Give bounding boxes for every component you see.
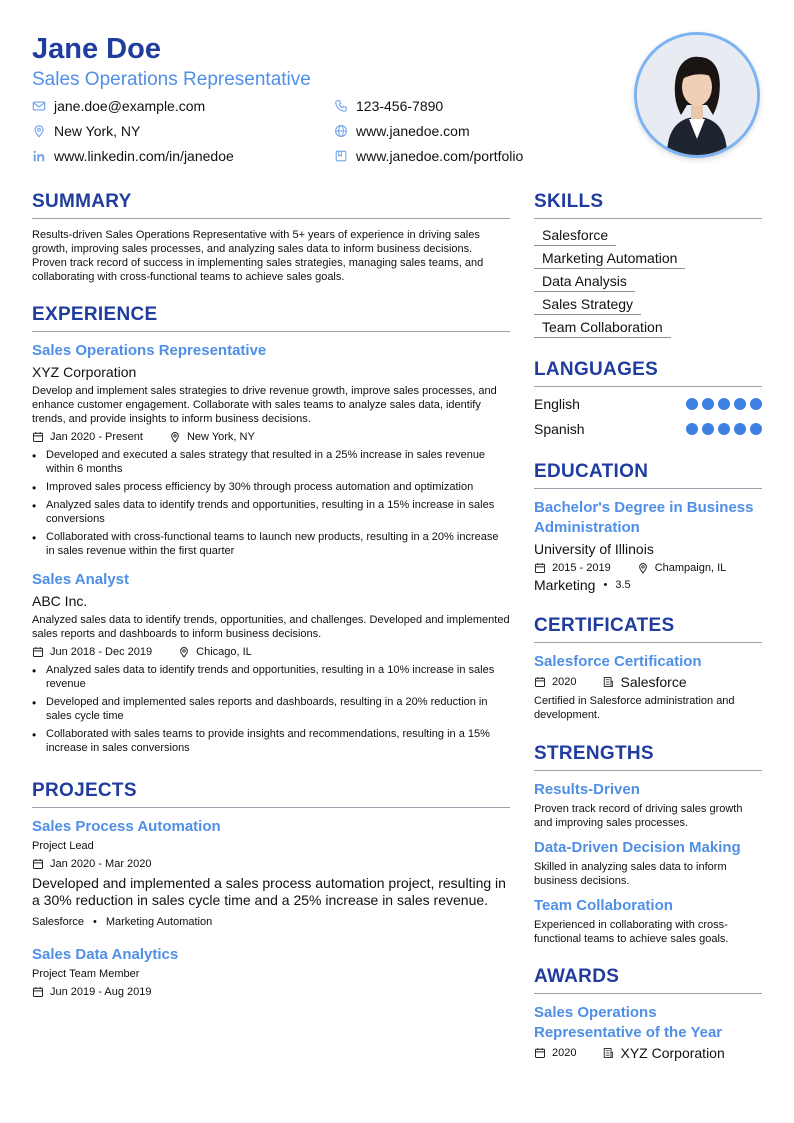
- proficiency-dot: [734, 398, 746, 410]
- achievement-item: • Improved sales process efficiency by 30% through process automation and optimization: [32, 480, 510, 494]
- achievement-item: • Collaborated with sales teams to provide insights and recommendations, resulting in a 15% increase in sales conversions: [32, 727, 510, 755]
- skill-tag: Marketing Automation: [534, 250, 685, 269]
- proficiency-dot: [750, 398, 762, 410]
- project-title: Sales Data Analytics: [32, 946, 179, 963]
- linkedin-icon: [32, 149, 46, 163]
- job-location: Chicago, IL: [196, 646, 252, 658]
- project-entry: [32, 945, 510, 999]
- strength-entry: [534, 780, 762, 830]
- contact-location-text: New York, NY: [54, 123, 141, 139]
- achievement-item: • Analyzed sales data to identify trends and opportunities, resulting in a 15% increase in sales conversions: [32, 498, 510, 526]
- skills-heading: SKILLS: [534, 190, 762, 219]
- strength-title: Results-Driven: [534, 781, 640, 798]
- awards-section: [534, 965, 762, 1060]
- education-heading: EDUCATION: [534, 460, 762, 489]
- location-icon: [169, 431, 181, 443]
- proficiency-dot: [702, 423, 714, 435]
- project-role: Project Team Member: [32, 968, 140, 980]
- project-entry: [32, 817, 510, 929]
- education-location: Champaign, IL: [654, 562, 727, 574]
- project-dates: Jun 2019 - Aug 2019: [50, 986, 152, 998]
- job-meta: [32, 430, 510, 444]
- job-achievements: [32, 448, 510, 558]
- award-issuer: XYZ Corporation: [620, 1045, 725, 1061]
- strength-title: Data-Driven Decision Making: [534, 839, 741, 856]
- achievement-item: • Developed and implemented sales reports and dashboards, resulting in a 20% reduction in sales cycle time: [32, 695, 510, 723]
- award-title: Sales Operations Representative of the Year: [534, 1004, 723, 1041]
- project-tag: Marketing Automation: [105, 916, 213, 928]
- job-achievements: [32, 663, 510, 755]
- calendar-icon: [32, 986, 44, 998]
- proficiency-dot: [718, 423, 730, 435]
- left-column: [32, 190, 510, 999]
- strength-description: Proven track record of driving sales growth and improving sales processes.: [534, 803, 743, 829]
- language-name: English: [534, 396, 580, 412]
- strength-entry: [534, 838, 762, 888]
- achievement-item: • Developed and executed a sales strategy that resulted in a 25% increase in sales revenue within 6 months: [32, 448, 510, 476]
- strengths-section: [534, 742, 762, 946]
- contact-email[interactable]: [32, 98, 205, 114]
- certificate-issuer: Salesforce: [620, 674, 687, 690]
- location-icon: [178, 646, 190, 658]
- globe-icon: [334, 124, 348, 138]
- calendar-icon: [534, 1047, 546, 1059]
- job-description: Analyzed sales data to identify trends, opportunities, and challenges. Developed and implemented sales reports and dashboards to inform business decisions.: [32, 614, 510, 640]
- certificate-year: 2020: [552, 676, 577, 688]
- education-field: Marketing: [534, 577, 596, 593]
- job-dates: Jun 2018 - Dec 2019: [50, 646, 153, 658]
- calendar-icon: [32, 646, 44, 658]
- calendar-icon: [32, 431, 44, 443]
- strengths-heading: STRENGTHS: [534, 742, 762, 771]
- job-company: ABC Inc.: [32, 593, 88, 609]
- education-dates: 2015 - 2019: [552, 562, 611, 574]
- summary-section: [32, 190, 510, 284]
- education-gpa: 3.5: [615, 579, 631, 591]
- education-field-row: Marketing • 3.5: [534, 577, 631, 593]
- strength-title: Team Collaboration: [534, 897, 673, 914]
- achievement-item: • Collaborated with cross-functional teams to launch new products, resulting in a 20% increase in sales revenue within the first quarter: [32, 530, 510, 558]
- project-meta: [32, 857, 510, 871]
- candidate-title: Sales Operations Representative: [32, 69, 311, 90]
- location-icon: [637, 562, 649, 574]
- job-title: Sales Analyst: [32, 571, 129, 588]
- skill-tag: Data Analysis: [534, 273, 635, 292]
- job-title: Sales Operations Representative: [32, 342, 267, 359]
- skills-section: [534, 190, 762, 338]
- job-meta: [32, 645, 510, 659]
- right-column: [534, 190, 762, 1060]
- job-entry: [32, 341, 510, 558]
- contact-location: [32, 123, 140, 139]
- experience-section: [32, 303, 510, 755]
- language-row: [534, 420, 762, 438]
- proficiency-dot: [718, 398, 730, 410]
- projects-section: [32, 779, 510, 999]
- certificate-description: Certified in Salesforce administration and development.: [534, 695, 735, 721]
- proficiency-dot: [750, 423, 762, 435]
- project-dates: Jan 2020 - Mar 2020: [50, 858, 152, 870]
- phone-icon: [334, 99, 348, 113]
- certificates-heading: CERTIFICATES: [534, 614, 762, 643]
- calendar-icon: [534, 676, 546, 688]
- job-dates: Jan 2020 - Present: [50, 431, 143, 443]
- summary-text: Results-driven Sales Operations Representative with 5+ years of experience in driving sales growth, improving sales processes, and analyzing sales data to inform business decisions. Proven track record of success in implementing sales strategies, managing sales teams, and collaborating with cross-functional teams to achieve sales goals.: [32, 229, 484, 283]
- language-level: [686, 398, 762, 410]
- job-description: Develop and implement sales strategies to drive revenue growth, improve sales processes, and enhance customer engagement. Collaborate with sales teams to analyze sales data, identify trends, and provide insights to inform business decisions.: [32, 385, 497, 425]
- calendar-icon: [32, 858, 44, 870]
- skill-tag: Salesforce: [534, 227, 616, 246]
- project-title: Sales Process Automation: [32, 818, 221, 835]
- contact-website[interactable]: [334, 123, 470, 139]
- achievement-item: • Analyzed sales data to identify trends and opportunities, resulting in a 10% increase in sales revenue: [32, 663, 510, 691]
- project-tags: Salesforce • Marketing Automation: [32, 916, 213, 928]
- contact-linkedin[interactable]: [32, 148, 234, 164]
- degree-title: Bachelor's Degree in Business Administration: [534, 499, 754, 536]
- award-meta: [534, 1046, 762, 1060]
- contact-portfolio[interactable]: [334, 148, 523, 164]
- projects-heading: PROJECTS: [32, 779, 510, 808]
- education-section: [534, 460, 762, 593]
- job-entry: [32, 570, 510, 755]
- certificate-meta: [534, 675, 762, 689]
- contact-phone-text: 123-456-7890: [356, 98, 444, 114]
- language-name: Spanish: [534, 421, 585, 437]
- project-description: Developed and implemented a sales process automation project, resulting in a 30% reduction in sales cycle time and a 25% increase in sales revenue.: [32, 875, 506, 908]
- certificates-section: [534, 614, 762, 722]
- strength-description: Experienced in collaborating with cross-functional teams to achieve sales goals.: [534, 919, 729, 945]
- profile-photo: [634, 32, 760, 158]
- email-icon: [32, 99, 46, 113]
- contact-email-text: jane.doe@example.com: [54, 98, 206, 114]
- language-row: [534, 395, 762, 413]
- languages-heading: LANGUAGES: [534, 358, 762, 387]
- strength-description: Skilled in analyzing sales data to inform business decisions.: [534, 861, 727, 887]
- candidate-name: Jane Doe: [32, 33, 161, 65]
- proficiency-dot: [686, 423, 698, 435]
- skill-tag: Sales Strategy: [534, 296, 641, 315]
- proficiency-dot: [686, 398, 698, 410]
- job-location: New York, NY: [186, 431, 255, 443]
- calendar-icon: [534, 562, 546, 574]
- project-tag: Salesforce: [32, 916, 84, 928]
- proficiency-dot: [702, 398, 714, 410]
- awards-heading: AWARDS: [534, 965, 762, 994]
- award-year: 2020: [552, 1047, 577, 1059]
- location-icon: [32, 124, 46, 138]
- summary-heading: SUMMARY: [32, 190, 510, 219]
- strength-entry: [534, 896, 762, 946]
- skills-list: [534, 227, 762, 338]
- proficiency-dot: [734, 423, 746, 435]
- language-level: [686, 423, 762, 435]
- certificate-title: Salesforce Certification: [534, 653, 702, 670]
- contact-website-text: www.janedoe.com: [356, 123, 470, 139]
- education-meta: [534, 561, 762, 575]
- contact-portfolio-text: www.janedoe.com/portfolio: [356, 148, 524, 164]
- skill-tag: Team Collaboration: [534, 319, 671, 338]
- contact-linkedin-text: www.linkedin.com/in/janedoe: [54, 148, 234, 164]
- languages-section: [534, 358, 762, 438]
- building-icon: [602, 1047, 614, 1059]
- project-role: Project Lead: [32, 840, 94, 852]
- job-company: XYZ Corporation: [32, 364, 137, 380]
- contact-phone[interactable]: [334, 98, 443, 114]
- project-meta: [32, 985, 510, 999]
- experience-heading: EXPERIENCE: [32, 303, 510, 332]
- school-name: University of Illinois: [534, 541, 654, 557]
- building-icon: [602, 676, 614, 688]
- portfolio-icon: [334, 149, 348, 163]
